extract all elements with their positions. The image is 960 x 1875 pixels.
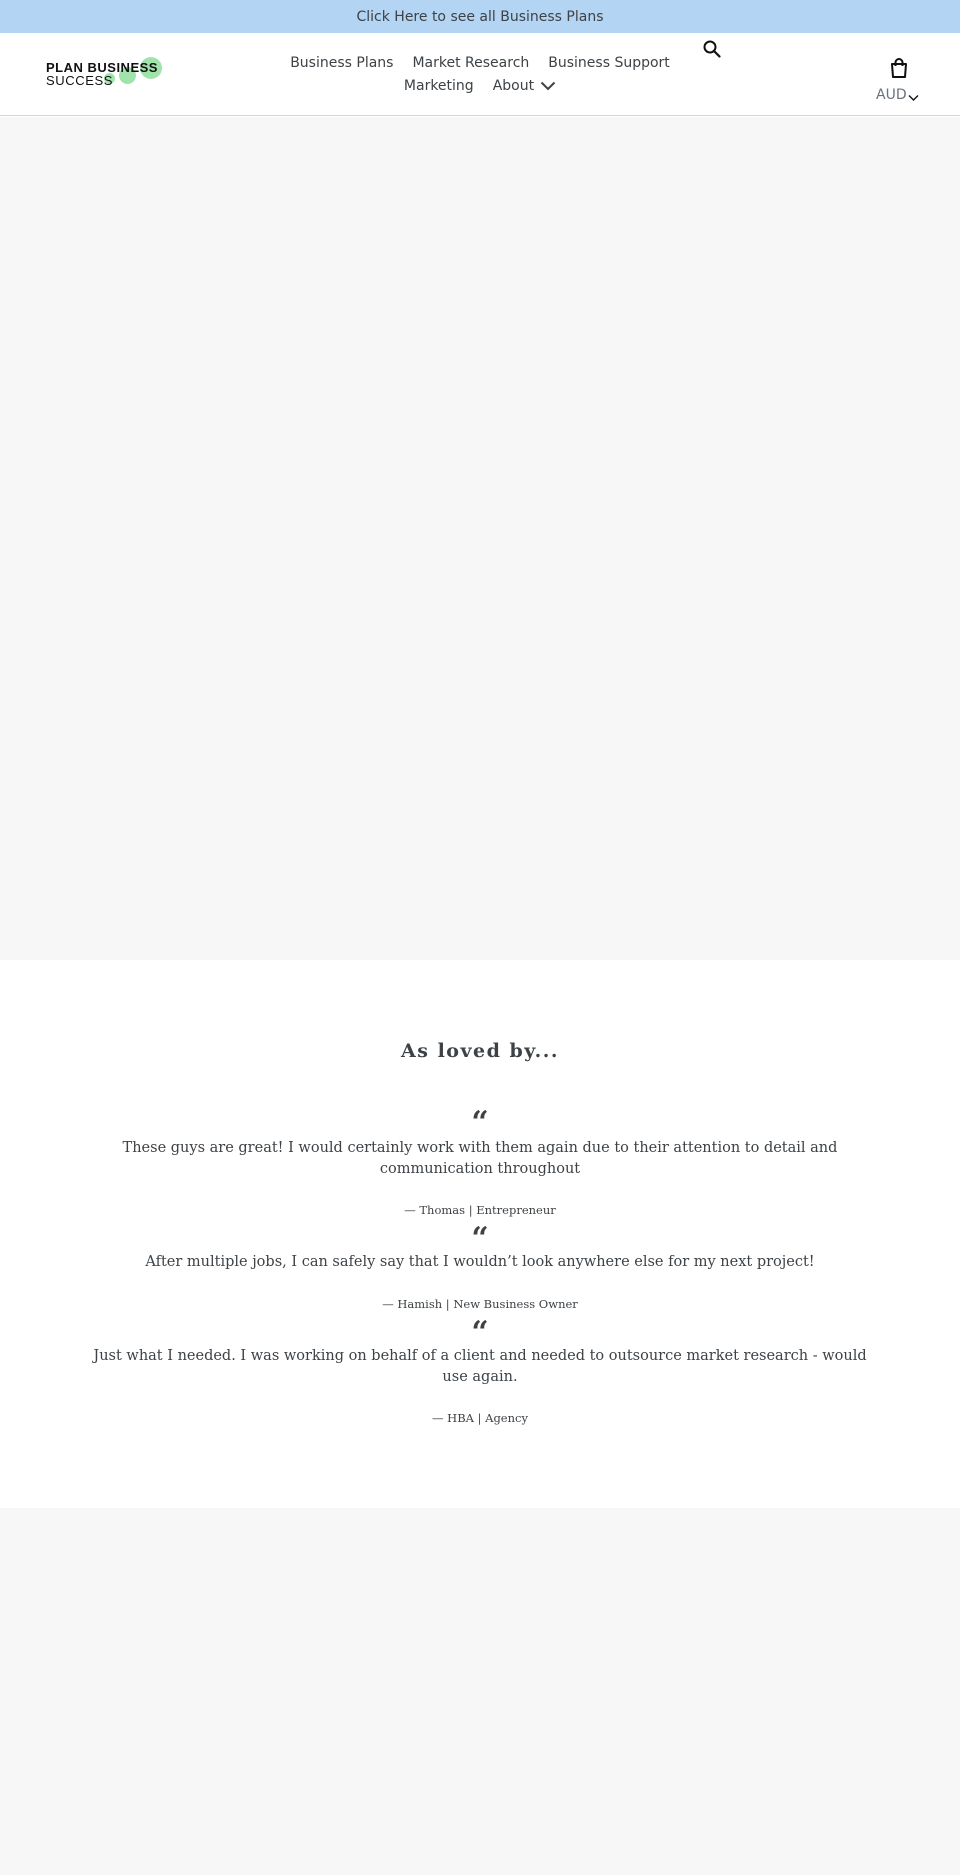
logo[interactable] <box>46 55 166 89</box>
nav-row-2 <box>280 74 680 97</box>
logo-text-line1: PLAN BUSINESS <box>46 60 158 75</box>
chevron-down-icon <box>540 81 556 91</box>
nav-row-1 <box>280 51 680 74</box>
quote-icon: “ <box>471 1108 489 1128</box>
logo-text-line2: SUCCESS <box>46 73 114 88</box>
testimonials-title: As loved by... <box>401 1040 559 1062</box>
quote-icon: “ <box>471 1318 489 1338</box>
nav-item-business-support[interactable]: Business Support <box>548 54 670 71</box>
cart-icon[interactable] <box>888 57 910 79</box>
nav-item-about[interactable] <box>493 78 556 94</box>
testimonial-author: — Hamish | New Business Owner <box>382 1297 578 1311</box>
testimonial-quote: Just what I needed. I was working on behalf of a client and needed to outsource market research - would use again. <box>93 1348 867 1385</box>
lower-section <box>0 1508 960 1875</box>
nav-item-market-research[interactable]: Market Research <box>412 54 530 71</box>
chevron-down-icon <box>908 94 919 102</box>
nav-item-business-plans[interactable]: Business Plans <box>290 54 394 71</box>
announcement-text[interactable]: Click Here to see all Business Plans <box>356 8 604 25</box>
testimonials-section <box>0 960 960 1508</box>
currency-selector[interactable] <box>876 87 919 103</box>
site-header <box>0 33 960 116</box>
quote-icon: “ <box>471 1224 489 1244</box>
testimonial-quote: After multiple jobs, I can safely say that I wouldn’t look anywhere else for my next project! <box>145 1254 815 1270</box>
testimonial-author: — Thomas | Entrepreneur <box>404 1203 556 1217</box>
nav-item-about-label: About <box>492 77 535 94</box>
currency-label: AUD <box>876 87 907 103</box>
nav-item-marketing[interactable]: Marketing <box>403 77 474 94</box>
testimonial-author: — HBA | Agency <box>432 1411 528 1425</box>
search-icon[interactable] <box>702 39 722 59</box>
hero-section <box>0 117 960 960</box>
testimonial-quote: These guys are great! I would certainly work with them again due to their attention to detail and communication throughout <box>122 1140 838 1177</box>
main-nav <box>280 51 680 97</box>
announcement-bar[interactable] <box>0 0 960 33</box>
